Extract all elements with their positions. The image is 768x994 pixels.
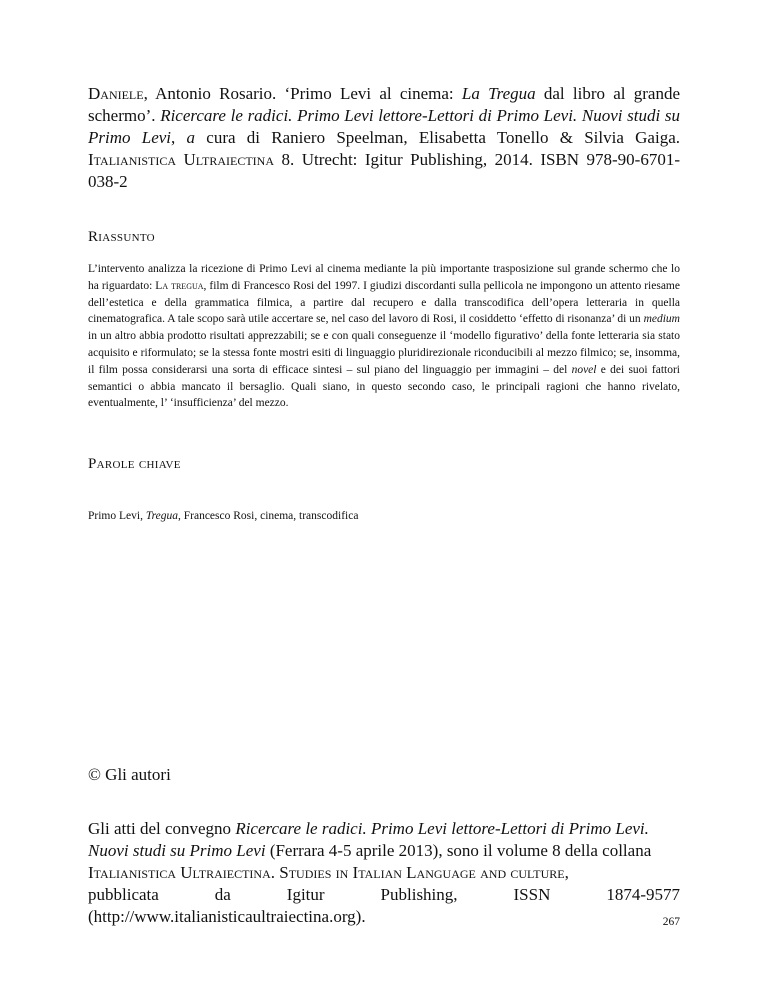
publisher-line: pubblicata da Igitur Publishing, ISSN 1874-9577 [88,885,680,904]
film-name: La tregua [155,279,204,292]
keyword: Primo Levi, [88,510,146,522]
series-url: (http://www.italianisticaultraiectina.org). [88,907,366,926]
editors-prefix: , [171,128,187,147]
abstract-heading: Riassunto [88,229,155,245]
publication-part: (Ferrara 4-5 aprile 2013), sono il volume 8 della collana [265,841,652,860]
series-full-name: Italianistica Ultraiectina. Studies in Italian Language and culture [88,863,565,882]
publication-part: , [564,863,569,882]
author-surname: Daniele [88,84,144,103]
proceedings-title: Ricercare le radici. Primo Levi lettore-Lettori di Primo Levi. Nuovi studi su Primo Levi [88,819,649,860]
keywords-list [88,510,680,522]
citation [88,83,680,193]
book-title: Ricercare le radici. Primo Levi lettore-Lettori di Primo Levi. Nuovi studi su Primo Levi [88,106,680,147]
publication-note [88,818,680,928]
abstract-part: in un altro abbia prodotto risultati apprezzabili; se e con quali conseguenze il ‘modello figurativo’ della fonte letteraria sia stato acquisito e riformulato; se la stessa fonte mostri esiti di linguaggio pluridirezionale riconducibili al mezzo filmico; se, insomma, il film possa considerarsi una sorta di efficace sintesi – sul piano del linguaggio per immagini – del [88,330,680,376]
copyright-notice: © Gli autori [88,765,171,784]
editors: cura di Raniero Speelman, Elisabetta Tonello & Silvia Gaiga. [195,128,680,147]
abstract-part: L’intervento analizza la ricezione di Primo Levi al cinema mediante la più importante trasposizione sul grande schermo che lo ha riguardato: [88,263,680,292]
citation-rest: 8. Utrecht: Igitur Publishing, 2014. ISBN 978-90-6701-038-2 [88,150,681,191]
abstract-text [88,261,680,412]
author-given: , Antonio Rosario. ‘Primo Levi al cinema: [143,84,462,103]
abstract-part: , film di Francesco Rosi del 1997. I giudizi discordanti sulla pellicola ne impongono un attento riesame dell’estetica e della grammatica filmica, a partire dal recupero e dalla transcodifica dell’opera letteraria in quella cinematografica. A tale scopo sarà utile accertare se, nel caso del lavoro di Rosi, il cosiddetto ‘effetto di risonanza’ di un [88,279,680,326]
title-rest: dal libro al grande schermo’. [88,84,680,125]
medium-term: medium [643,313,680,326]
keyword: , Francesco Rosi, cinema, transcodifica [178,510,359,522]
novel-term: novel [571,363,597,376]
a-italic: a [186,128,196,147]
publication-part: Gli atti del convegno [88,819,236,838]
keywords-heading: Parole chiave [88,456,181,472]
series-name: Italianistica Ultraiectina [88,150,274,169]
keyword-italic: Tregua [145,510,178,522]
abstract-part: e dei suoi fattori semantici o abbia mancato il bersaglio. Quali siano, in questo secondo caso, le principali ragioni che hanno rivelato, eventualmente, l’ ‘insufficienza’ del mezzo. [88,363,680,410]
page-number: 267 [662,916,680,928]
film-title: La Tregua [461,84,536,103]
